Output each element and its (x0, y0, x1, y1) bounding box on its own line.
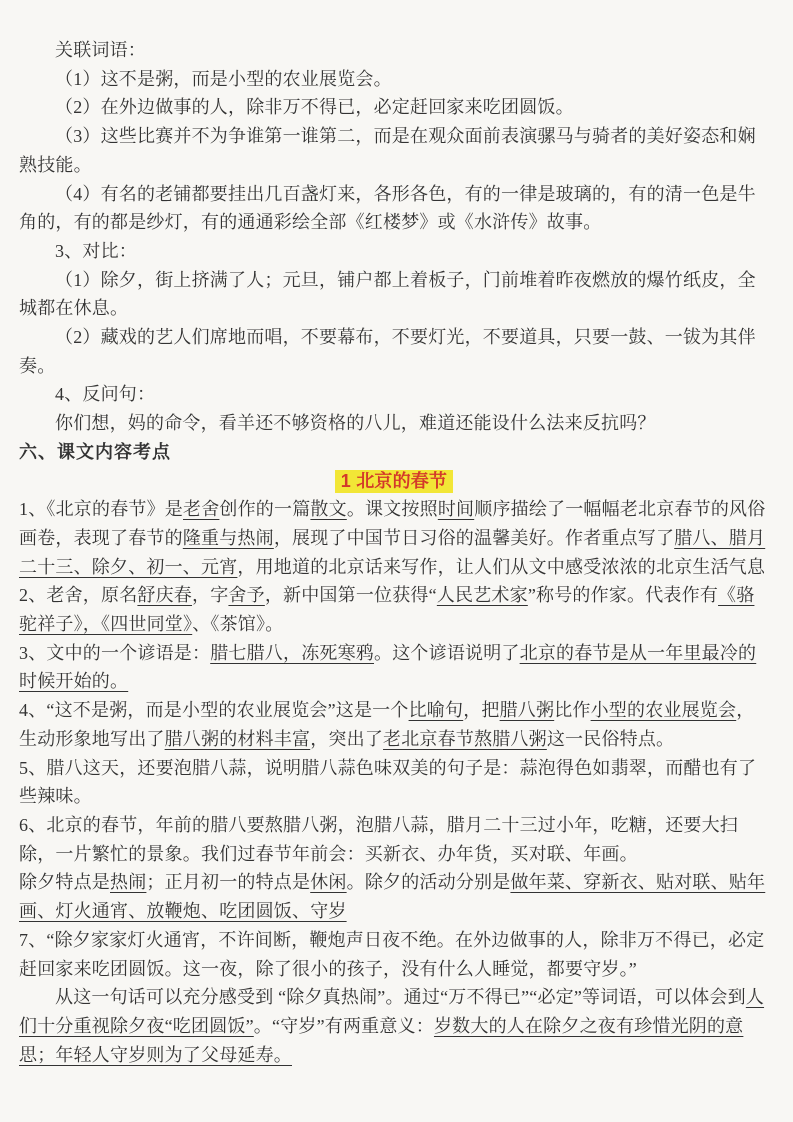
text-run: 4、反问句： (55, 384, 156, 405)
text-run: ，生动形象地写出了 (19, 700, 755, 749)
text-run: （1）这不是粥，而是小型的农业展览会。 (55, 68, 392, 89)
paragraph (19, 237, 769, 266)
text-run: 这一民俗特点。 (546, 728, 675, 749)
paragraph (19, 495, 769, 581)
text-run: 、《茶馆》。 (192, 614, 284, 635)
underlined-text: 舍予 (228, 585, 265, 606)
underlined-text: 岁数大的人在除夕之夜有珍惜光阴的意思；年轻人守岁则为了父母延寿。 (19, 1015, 744, 1065)
text-run: 关联词语： (55, 40, 146, 60)
paragraph (19, 639, 769, 696)
text-run: 3、对比： (55, 240, 137, 261)
text-run: 从这一句话可以充分感受到 “除夕真热闹”。通过“万不得已”“必定”等词语，可以体会到 (55, 987, 746, 1008)
paragraph (19, 754, 769, 811)
underlined-text: 做年菜、穿新衣、贴对联、贴年画、灯火通宵、放鞭炮、吃团圆饭、守岁 (19, 872, 766, 922)
paragraph (19, 323, 769, 380)
text-run: ”称号的作家。代表作有 (527, 585, 719, 606)
text-run: ，用地道的北京话来写作，让人们从文中感受浓浓的北京生活气息 (237, 556, 766, 577)
text-run: 6、北京的春节，年前的腊八要熬腊八粥，泡腊八蒜，腊月二十三过小年，吃糖，还要大扫除，一片繁忙的景象。我们过春节年前会：买新衣、办年货，买对联、年画。 (19, 814, 738, 864)
text-run: 1 北京的春节 (340, 470, 448, 491)
paragraph (19, 811, 769, 868)
paragraph (19, 983, 769, 1069)
text-run: ，把 (463, 700, 500, 721)
paragraph (19, 868, 769, 925)
text-run: 顺序描绘了一幅幅老北京春节的风俗画卷，表现了春节的 (19, 499, 766, 548)
paragraph (19, 180, 769, 237)
underlined-text: 腊八粥 (499, 700, 555, 721)
text-run: 1、《北京的春节》是 (19, 499, 183, 520)
text-run: 4、“这不是粥，而是小型的农业展览会”这是一个 (19, 700, 409, 721)
underlined-text: 老舍 (183, 499, 220, 520)
paragraph (19, 36, 769, 65)
text-run: ，新中国第一位获得“ (264, 585, 437, 606)
underlined-text: 人们十分重视除夕夜“吃团圆饭” (19, 987, 765, 1036)
paragraph (19, 93, 769, 122)
text-run: （2）藏戏的艺人们席地而唱，不要幕布，不要灯光，不要道具，只要一鼓、一钹为其伴奏。 (19, 327, 756, 376)
underlined-text: 散文 (310, 499, 347, 520)
text-run: （4）有名的老铺都要挂出几百盏灯来，各形各色，有的一律是玻璃的，有的清一色是牛角的，有的都是纱灯，有的通通彩绘全部《红楼梦》或《水浒传》故事。 (19, 183, 756, 233)
text-run: 你们想，妈的命令，看羊还不够资格的八儿，难道还能设什么法来反抗吗？ (55, 413, 656, 434)
underlined-text: 时间 (437, 499, 475, 520)
underlined-text: 老北京春节熬腊八粥 (383, 728, 547, 749)
text-run: 。这个谚语说明了 (374, 642, 520, 663)
paragraph (19, 122, 769, 179)
underlined-text: 比喻句 (408, 700, 464, 721)
underlined-text: 腊八粥的材料丰富 (164, 728, 311, 749)
document-body (19, 36, 769, 1069)
text-run: 创作的一篇 (219, 499, 311, 520)
highlighted-lesson-title (335, 470, 453, 493)
underlined-text: 腊八、腊月二十三、除夕、初一、元宵 (19, 527, 766, 577)
underlined-text: 隆重与热闹 (182, 527, 274, 548)
text-run: 。“守岁”有两重意义： (253, 1015, 434, 1036)
text-run: 比作 (554, 700, 591, 721)
paragraph (19, 581, 769, 638)
text-run: ，突出了 (310, 728, 384, 749)
lesson-title-line (19, 467, 769, 496)
underlined-text: 腊七腊八，冻死寒鸦 (210, 642, 375, 663)
underlined-text: 热闹 (110, 872, 147, 893)
text-run: ，展现了中国节日习俗的温馨美好。作者重点写了 (273, 527, 675, 548)
underlined-text: 人民艺术家 (436, 585, 528, 606)
text-run: 2、老舍，原名 (19, 585, 138, 606)
text-run: 六、课文内容考点 (19, 441, 171, 462)
paragraph (19, 409, 769, 438)
paragraph (19, 65, 769, 94)
text-run: （3）这些比赛并不为争谁第一谁第二，而是在观众面前表演骡马与骑者的美好姿态和娴熟技能。 (19, 126, 756, 175)
underlined-text: 北京的春节是从一年里最冷的时候开始的。 (19, 642, 757, 692)
section-heading (19, 438, 769, 467)
underlined-text: 休闲 (310, 872, 347, 893)
paragraph (19, 696, 769, 753)
underlined-text: 舒庆春 (137, 585, 193, 606)
text-run: （2）在外边做事的人，除非万不得已，必定赶回家来吃团圆饭。 (55, 97, 574, 118)
text-run: 7、“除夕家家灯火通宵，不许间断，鞭炮声日夜不绝。在外边做事的人，除非万不得已，必定赶回家来吃团圆饭。这一夜，除了很小的孩子，没有什么人睡觉，都要守岁。” (19, 929, 765, 979)
underlined-text: 小型的农业展览会 (590, 700, 737, 721)
text-run: ；正月初一的特点是 (146, 872, 311, 893)
text-run: 5、腊八这天，还要泡腊八蒜，说明腊八蒜色味双美的句子是：蒜泡得色如翡翠，而醋也有了些辣味。 (19, 757, 757, 807)
paragraph (19, 926, 769, 983)
text-run: 。课文按照 (346, 499, 438, 520)
text-run: 3、文中的一个谚语是： (19, 642, 211, 663)
text-run: ，字 (192, 585, 229, 606)
paragraph (19, 380, 769, 409)
text-run: 除夕特点是 (19, 872, 110, 893)
text-run: 。除夕的活动分别是 (346, 872, 511, 893)
text-run: （1）除夕，街上挤满了人；元旦，铺户都上着板子，门前堆着昨夜燃放的爆竹纸皮，全城都在休息。 (19, 269, 756, 319)
paragraph (19, 266, 769, 323)
underlined-text: 《骆驼祥子》，《四世同堂》 (19, 585, 755, 635)
